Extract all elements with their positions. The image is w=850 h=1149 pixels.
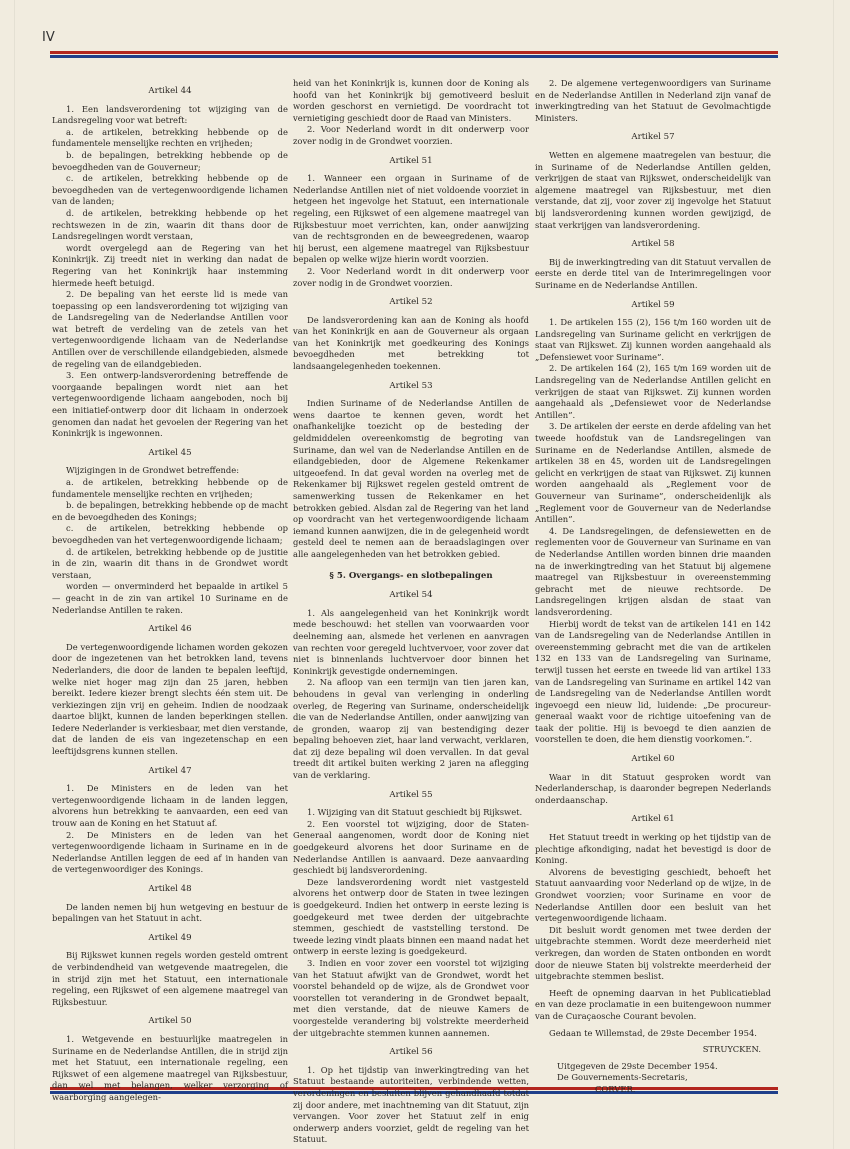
text-column-left [52, 78, 288, 1102]
paragraph: De landen nemen bij hun wetgeving en bestuur de bepalingen van het Statuut in acht. [52, 901, 288, 924]
paragraph: c. de artikelen, betrekking hebbende op bevoegdheden van het vertegenwoordigende lichaam; [52, 523, 288, 545]
paragraph: Het Statuut treedt in werking op het tijdstip van de plechtige afkondiging, nadat het bevestigd is door de Koning. [535, 832, 771, 866]
paragraph: 2. De artikelen 164 (2), 165 t/m 169 worden uit de Landsregeling van de Nederlandse Antillen gelicht en verkrijgen de staat van Rijkswet. Zij kunnen worden aangehaald als „Defensiewet voor de Nederlandse Antillen”. [535, 363, 771, 420]
paragraph: 1. Op het tijdstip van inwerkingtreding van het Statuut bestaande autoriteiten, verbindende wetten, verordeningen en besluiten blijven gehandhaafd totdat zij door andere, met inachtneming van dit Statuut, zijn vervangen. Voor zover het Statuut zelf in enig onderwerp anders voorziet, geldt de regeling van het Statuut. [293, 1064, 529, 1145]
paragraph: 1. Wanneer een orgaan in Suriname of de Nederlandse Antillen niet of niet voldoende voorziet in hetgeen het ingevolge het Statuut, een internationale regeling, een Rijkswet of een algemene maatregel van Rijksbestuur moet verrichten, kan, onder aanwijzing van de rechtsgronden en de beweegredenen, waarop hij berust, een algemene maatregel van Rijksbestuur bepalen op welke wijze hierin wordt voorzien. [293, 173, 529, 265]
article-heading: Artikel 48 [148, 884, 192, 894]
paragraph: 2. De algemene vertegenwoordigers van Suriname en de Nederlandse Antillen in Nederland zijn vanaf de inwerkingtreding van het Statuut de Gevolmachtigde Ministers. [535, 78, 771, 123]
paragraph: 1. Wetgevende en bestuurlijke maatregelen in Suriname en de Nederlandse Antillen, die in strijd zijn met het Statuut, een internationale regeling, een Rijkswet of een algemene maatregel van Rijksbestuur, dan wel met belangen, welker verzorging of waarborging aangelegen- [52, 1033, 288, 1102]
paragraph: 1. Als aangelegenheid van het Koninkrijk wordt mede beschouwd: het stellen van voorwaarden voor deelneming aan, alsmede het verlenen en aanvragen van rechten voor geregeld luchtvervoer, voor zover dat niet is binnenlands luchtvervoer door binnen het Koninkrijk gevestigde ondernemingen. [293, 607, 529, 676]
paragraph: Bij Rijkswet kunnen regels worden gesteld omtrent de verbindendheid van wetgevende maatregelen, die in strijd zijn met het Statuut, een internationale regeling, een Rijkswet of een algemene maatregel van Rijksbestuur. [52, 950, 288, 1007]
paper-fold [833, 0, 834, 1149]
article-heading: Artikel 50 [148, 1016, 192, 1027]
article-heading: Artikel 47 [148, 765, 192, 776]
paper-fold [14, 0, 15, 1149]
article-heading: Artikel 57 [631, 132, 675, 143]
paragraph: 2. Voor Nederland wordt in dit onderwerp voor zover nodig in de Grondwet voorzien. [293, 124, 529, 146]
text-column-middle [293, 78, 529, 1145]
paragraph: 2. De Ministers en de leden van het vertegenwoordigende lichaam in Suriname en in de Nederlandse Antillen leggen de eed af in handen van de vertegenwoordiger des Konings. [52, 829, 288, 875]
paragraph: 4. De Landsregelingen, de defensiewetten en de reglementen voor de Gouverneur van Suriname en van de Nederlandse Antillen worden binnen drie maanden na de inwerkingtreding van het Statuut bij algemene maatregel van Rijksbestuur in overeenstemming gebracht met de nieuwe rechtsorde. De Landsregelingen krijgen alsdan de staat van landsverordening. [535, 525, 771, 617]
article-heading: Artikel 45 [148, 447, 192, 458]
paragraph: 1. Wijziging van dit Statuut geschiedt bij Rijkswet. [307, 807, 523, 818]
paragraph: heid van het Koninkrijk is, kunnen door de Koning als hoofd van het Koninkrijk bij gemotiveerd besluit worden geschorst en vernietigd. De voordracht tot vernietiging geschiedt door de Raad van Ministers. [293, 78, 529, 123]
article-heading: Artikel 55 [389, 789, 433, 800]
article-heading: Artikel 46 [148, 624, 192, 635]
paragraph: 3. Indien en voor zover een voorstel tot wijziging van het Statuut afwijkt van de Grondwet, wordt het voorstel behandeld op de wijze, als de Grondwet voor voorstellen tot verandering in de Grondwet bepaalt, met dien verstande, dat de nieuwe Kamers de voorgestelde verandering bij volstrekte meerderheid der uitgebrachte stemmen kunnen aannemen. [293, 957, 529, 1038]
signature-line: STRUYCKEN. [702, 1044, 761, 1055]
paragraph: Deze landsverordening wordt niet vastgesteld alvorens het ontwerp door de Staten in twee lezingen is goedgekeurd. Indien het ontwerp in eerste lezing is goedgekeurd met twee derden der uitgebrachte stemmen, geschiedt de vaststelling terstond. De tweede lezing vindt plaats binnen een maand nadat het ontwerp in eerste lezing is goedgekeurd. [293, 876, 529, 957]
paragraph: Dit besluit wordt genomen met twee derden der uitgebrachte stemmen. Wordt deze meerderheid niet verkregen, dan worden de Staten ontbonden en wordt door de nieuwe Staten bij volstrekte meerderheid der uitgebrachte stemmen beslist. [535, 924, 771, 982]
text-column-right [535, 78, 771, 1094]
paragraph: b. de bepalingen, betrekking hebbende op de bevoegdheden van de Gouverneur; [52, 149, 288, 172]
paragraph: Heeft de opneming daarvan in het Publicatieblad en van deze proclamatie in een buitengewoon nummer van de Curaçaosche Courant bevolen. [535, 987, 771, 1021]
article-heading: Artikel 44 [148, 86, 192, 96]
paragraph: Hierbij wordt de tekst van de artikelen 141 en 142 van de Landsregeling van de Nederlandse Antillen in overeenstemming gebracht met die van de artikelen 132 en 133 van de Landsregeling van Suriname, terwijl tussen het eerste en tweede lid van artikel 133 van de Landsregeling van Suriname en artikel 142 van de Landsregeling van de Nederlandse Antillen wordt ingevoegd een nieuw lid, luidende: „De procureur-generaal waakt voor de richtige uitoefening van de taak der politie. Hij is bevoegd te dien aanzien de voorstellen te doen, die hem dienstig voorkomen.”. [535, 618, 771, 745]
paragraph: De vertegenwoordigende lichamen worden gekozen door de ingezetenen van het betrokken land, tevens Nederlanders, die door de landen te bepalen leeftijd, welke niet hoger mag zijn dan 25 jaren, hebben bereikt. Iedere kiezer brengt slechts één stem uit. De verkiezingen zijn vrij en geheim. Indien de noodzaak daartoe blijkt, kunnen de landen beperkingen stellen. Iedere Nederlander is verkiesbaar, met dien verstande, dat de landen de eis van ingezetenschap en een leeftijdsgrens kunnen stellen. [52, 641, 288, 757]
paragraph: 3. De artikelen der eerste en derde afdeling van het tweede hoofdstuk van de Landsregelingen van Suriname en de Nederlandse Antillen, alsmede de artikelen 38 en 45, worden uit de Landsregelingen gelicht en verkrijgen de staat van Rijkswet. Zij kunnen worden aangehaald als „Reglement voor de Gouverneur van Suriname”, onderscheidenlijk als „Reglement voor de Gouverneur van de Nederlandse Antillen”. [535, 421, 771, 525]
article-heading: Artikel 60 [631, 754, 675, 765]
paragraph: 1. De Ministers en de leden van het vertegenwoordigende lichaam in de landen leggen, alvorens hun betrekking te aanvaarden, een eed van trouw aan de Koning en het Statuut af. [52, 783, 288, 829]
top-flag-stripe [50, 51, 778, 58]
paragraph: Bij de inwerkingtreding van dit Statuut vervallen de eerste en derde titel van de Interimregelingen voor Suriname en de Nederlandse Antillen. [535, 256, 771, 290]
article-heading: Artikel 51 [389, 155, 433, 166]
article-heading: Artikel 58 [631, 239, 675, 250]
signature-line: Gedaan te Willemstad, de 29ste December 1954. [549, 1027, 757, 1038]
article-heading: Artikel 52 [389, 297, 433, 308]
paragraph: Waar in dit Statuut gesproken wordt van Nederlanderschap, is daaronder begrepen Nederlands onderdaanschap. [535, 771, 771, 805]
paragraph: c. de artikelen, betrekking hebbende op de bevoegdheden van de vertegenwoordigende lichamen van de landen; [52, 173, 288, 207]
signature-line: CORVER. [595, 1083, 636, 1094]
paragraph: Wetten en algemene maatregelen van bestuur, die in Suriname of de Nederlandse Antillen gelden, verkrijgen de staat van Rijkswet, onderscheidelijk van algemene maatregel van Rijksbestuur, met dien verstande, dat zij, voor zover zij ingevolge het Statuut bij landsverordening kunnen worden gewijzigd, de staat verkrijgen van landsverordening. [535, 149, 771, 230]
signature-line: Uitgegeven de 29ste December 1954. [557, 1060, 718, 1071]
paragraph: 3. Een ontwerp-landsverordening betreffende de voorgaande bepalingen wordt niet aan het vertegenwoordigende lichaam aangeboden, noch bij een initiatief-ontwerp door dit lichaam in onderzoek genomen dan nadat het gevoelen der Regering van het Koninkrijk is ingewonnen. [52, 370, 288, 439]
article-heading: Artikel 53 [389, 380, 433, 391]
paragraph: 2. Na afloop van een termijn van tien jaren kan, behoudens in geval van verlenging in onderling overleg, de Regering van Suriname, onderscheidelijk die van de Nederlandse Antillen, onder aanwijzing van de gronden, waarop zij van bestendiging dezer bepaling behoeven ziet, haar land verwacht, verklaren, dat zij deze bepaling wil doen vervallen. In dat geval treedt dit artikel buiten werking 2 jaren na aflegging van de verklaring. [293, 677, 529, 781]
section-heading: § 5. Overgangs- en slotbepalingen [329, 570, 493, 581]
paragraph: a. de artikelen, betrekking hebbende op de fundamentele menselijke rechten en vrijheden; [52, 126, 288, 149]
paragraph: wordt overgelegd aan de Regering van het Koninkrijk. Zij treedt niet in werking dan nadat de Regering van het Koninkrijk haar instemming hiermede heeft betuigd. [52, 242, 288, 288]
paragraph: a. de artikelen, betrekking hebbende op de fundamentele menselijke rechten en vrijheden; [52, 477, 288, 499]
paragraph: Alvorens de bevestiging geschiedt, behoeft het Statuut aanvaarding voor Nederland op de wijze, in de Grondwet voorzien; voor Suriname en voor de Nederlandse Antillen door een besluit van het vertegenwoordigende lichaam. [535, 866, 771, 924]
paragraph: Indien Suriname of de Nederlandse Antillen de wens daartoe te kennen geven, wordt het onafhankelijke toezicht op de besteding der geldmiddelen overeenkomstig de begroting van Suriname, dan wel van de Nederlandse Antillen en de eilandgebieden, door de Algemene Rekenkamer uitgeoefend. In dat geval worden na overleg met de Rekenkamer bij Rijkswet regelen gesteld omtrent de samenwerking tussen de Rekenkamer en het betrokken gebied. Alsdan zal de Regering van het land op voordracht van het vertegenwoordigende lichaam iemand kunnen aanwijzen, die in de gelegenheid wordt gesteld deel te nemen aan de beraadslagingen over alle aangelegenheden van het betrokken gebied. [293, 398, 529, 559]
signature-line: De Gouvernements-Secretaris, [557, 1072, 688, 1083]
paragraph: De landsverordening kan aan de Koning als hoofd van het Koninkrijk en aan de Gouverneur als orgaan van het Koninkrijk met goedkeuring des Konings bevoegdheden met betrekking tot landsaangelegenheden toekennen. [293, 314, 529, 372]
page-number: IV [42, 30, 55, 45]
paragraph: worden — onverminderd het bepaalde in artikel 5 — geacht in de zin van artikel 10 Suriname en de Nederlandse Antillen te raken. [52, 581, 288, 615]
paragraph: d. de artikelen, betrekking hebbende op de justitie in de zin, waarin dit thans in de Grondwet wordt verstaan, [52, 546, 288, 580]
article-heading: Artikel 49 [148, 932, 192, 943]
paragraph: 2. Een voorstel tot wijziging, door de Staten-Generaal aangenomen, wordt door de Koning niet goedgekeurd alvorens het door Suriname en de Nederlandse Antillen is aanvaard. Deze aanvaarding geschiedt bij landsverordening. [293, 818, 529, 876]
paragraph: b. de bepalingen, betrekking hebbende op de macht en de bevoegdheden des Konings; [52, 500, 288, 522]
paragraph: Wijzigingen in de Grondwet betreffende: [66, 465, 240, 476]
paragraph: d. de artikelen, betrekking hebbende op het rechtswezen in de zin, waarin dit thans door de Landsregelingen wordt verstaan, [52, 207, 288, 242]
article-heading: Artikel 59 [631, 299, 675, 310]
article-heading: Artikel 61 [631, 814, 675, 825]
article-heading: Artikel 54 [389, 590, 433, 601]
article-heading: Artikel 56 [389, 1047, 433, 1058]
paragraph: 2. Voor Nederland wordt in dit onderwerp voor zover nodig in de Grondwet voorzien. [293, 265, 529, 288]
paragraph: 1. Een landsverordening tot wijziging van de Landsregeling voor wat betreft: [52, 103, 288, 126]
paragraph: 1. De artikelen 155 (2), 156 t/m 160 worden uit de Landsregeling van Suriname gelicht en verkrijgen de staat van Rijkswet. Zij kunnen worden aangehaald als „Defensiewet voor Suriname”. [535, 317, 771, 362]
paragraph: 2. De bepaling van het eerste lid is mede van toepassing op een landsverordening tot wijziging van de Landsregeling van de Nederlandse Antillen voor wat betreft de verdeling van de zetels van het vertegenwoordigende lichaam van de Nederlandse Antillen over de verschillende eilandgebieden, alsmede de regeling van de eilandgebieden. [52, 289, 288, 369]
